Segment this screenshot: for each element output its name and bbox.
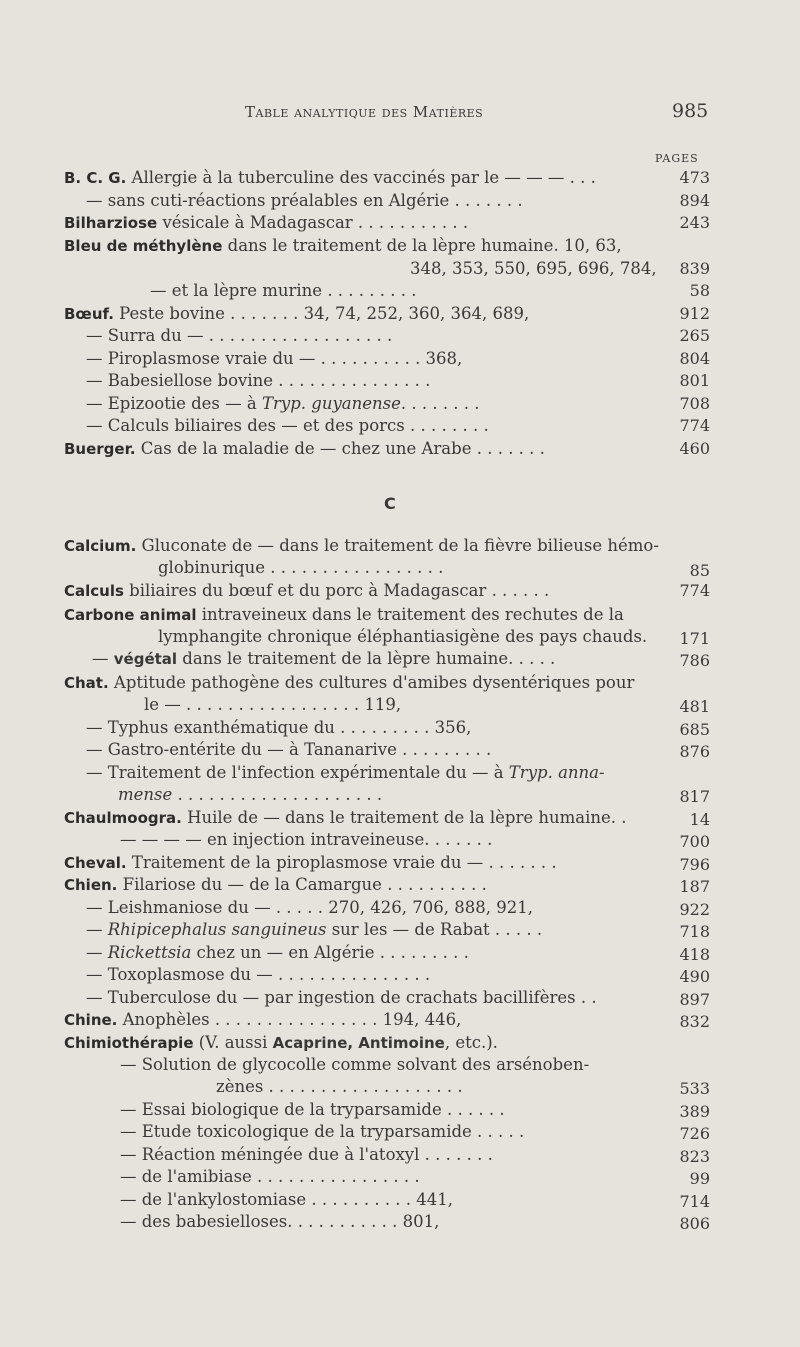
entry-text: Aptitude pathogène des cultures d'amibes dysentériques pour: [108, 673, 635, 692]
entry-page: 804: [679, 349, 710, 368]
index-entry: [86, 393, 480, 415]
index-entry: [158, 626, 647, 648]
entry-text: vésicale à Madagascar . . . . . . . . . . .: [157, 213, 469, 232]
entry-text: — des babesielloses. . . . . . . . . . . 801,: [120, 1212, 440, 1231]
entry-keyword: Bilharziose: [64, 214, 158, 232]
entry-text: — de l'ankylostomiase . . . . . . . . . . 441,: [120, 1190, 454, 1209]
index-entry: [86, 348, 462, 370]
entry-page: 171: [679, 629, 710, 648]
entry-text: — Calculs biliaires des — et des porcs . . . . . . . .: [86, 416, 489, 435]
index-entry: [120, 1211, 439, 1233]
index-entry: [120, 1099, 505, 1121]
index-entry: [64, 535, 659, 557]
index-entry: [64, 303, 529, 325]
index-entry: [92, 648, 555, 670]
entry-page: 823: [679, 1147, 710, 1166]
index-entry: [410, 258, 657, 280]
entry-keyword: Chaulmoogra.: [64, 809, 182, 827]
entry-italic-text: Tryp. anna-: [508, 763, 605, 782]
entry-page: 481: [679, 697, 710, 716]
entry-italic-text: Rickettsia: [107, 943, 192, 962]
entry-text: intraveineux dans le traitement des rechutes de la: [196, 605, 624, 624]
index-entry: [86, 739, 491, 761]
entry-text: — Surra du — . . . . . . . . . . . . . . . . . .: [86, 326, 393, 345]
entry-text: — sans cuti-réactions préalables en Algérie . . . . . . .: [86, 191, 523, 210]
entry-text: Filariose du — de la Camargue . . . . . . . . . .: [117, 875, 487, 894]
entry-text: — Leishmaniose du — . . . . . 270, 426, 706, 888, 921,: [86, 898, 533, 917]
entry-page: 912: [679, 304, 710, 323]
index-entry: [216, 1076, 463, 1098]
entry-page: 922: [679, 900, 710, 919]
entry-keyword: Bœuf.: [64, 305, 114, 323]
entry-keyword: Buerger.: [64, 440, 136, 458]
entry-text: dans le traitement de la lèpre humaine. . . . .: [177, 649, 556, 668]
entry-text: (V. aussi: [193, 1033, 273, 1052]
index-entry: [86, 325, 392, 347]
entry-page: 58: [689, 281, 710, 300]
entry-text: 348, 353, 550, 695, 696, 784,: [410, 259, 657, 278]
running-header-title: Table analytique des Matières: [245, 103, 484, 121]
entry-page: 801: [679, 371, 710, 390]
entry-text: dans le traitement de la lèpre humaine. 10, 63,: [222, 236, 622, 255]
entry-page: 796: [679, 855, 710, 874]
index-entry: [64, 807, 627, 829]
entry-keyword: B. C. G.: [64, 169, 127, 187]
entry-page: 774: [679, 416, 710, 435]
entry-page: 817: [679, 787, 710, 806]
entry-page: 490: [679, 967, 710, 986]
entry-text: Gluconate de — dans le traitement de la fièvre bilieuse hémo-: [136, 536, 659, 555]
entry-text: — Réaction méningée due à l'atoxyl . . . . . . .: [120, 1145, 493, 1164]
index-entry: [86, 190, 523, 212]
section-letter: C: [384, 494, 396, 513]
index-entry: [64, 1032, 498, 1054]
index-entry: [86, 964, 430, 986]
entry-text: —: [86, 943, 108, 962]
entry-page: 243: [679, 213, 710, 232]
entry-page: 418: [679, 945, 710, 964]
index-entry: [64, 167, 596, 189]
entry-text: — — — — en injection intraveineuse. . . . . . .: [120, 830, 493, 849]
entry-text: — Etude toxicologique de la tryparsamide . . . . .: [120, 1122, 525, 1141]
entry-page: 786: [679, 651, 710, 670]
index-entry: [86, 897, 533, 919]
entry-text: biliaires du bœuf et du porc à Madagascar . . . . . .: [123, 581, 550, 600]
index-entry: [158, 557, 443, 579]
entry-text: —: [86, 920, 108, 939]
entry-text: — de l'amibiase . . . . . . . . . . . . . . . .: [120, 1167, 420, 1186]
entry-keyword: Chat.: [64, 674, 109, 692]
entry-italic-text: Tryp. guyanense: [261, 394, 401, 413]
entry-text: — Traitement de l'infection expérimentale du — à: [86, 763, 509, 782]
index-entry: [86, 919, 542, 941]
entry-keyword: Cheval.: [64, 854, 127, 872]
index-entry: [64, 874, 487, 896]
entry-page: 894: [679, 191, 710, 210]
entry-text: — Tuberculose du — par ingestion de crachats bacillifères . .: [86, 988, 597, 1007]
index-entry: [86, 942, 469, 964]
index-entry: [150, 280, 416, 302]
index-entry: [64, 438, 545, 460]
entry-text: chez un — en Algérie . . . . . . . . .: [191, 943, 469, 962]
entry-page: 876: [679, 742, 710, 761]
entry-text: Traitement de la piroplasmose vraie du — . . . . . . .: [126, 853, 557, 872]
index-entry: [86, 370, 430, 392]
entry-keyword: Chimiothérapie: [64, 1034, 194, 1052]
entry-text: Allergie à la tuberculine des vaccinés par le — — — . . .: [126, 168, 596, 187]
entry-text: . . . . . . . .: [400, 394, 480, 413]
entry-text: le — . . . . . . . . . . . . . . . . . 119,: [144, 695, 402, 714]
entry-italic-text: mense: [118, 785, 173, 804]
entry-text: sur les — de Rabat . . . . .: [326, 920, 543, 939]
entry-page: 839: [679, 259, 710, 278]
entry-keyword: Chine.: [64, 1011, 118, 1029]
entry-page: 685: [679, 720, 710, 739]
index-entry: [64, 604, 624, 626]
entry-text: — Gastro-entérite du — à Tananarive . . . . . . . . .: [86, 740, 492, 759]
index-entry: [120, 1121, 524, 1143]
entry-page: 700: [679, 832, 710, 851]
entry-text: . . . . . . . . . . . . . . . . . . . .: [172, 785, 383, 804]
entry-page: 187: [679, 877, 710, 896]
index-entry: [120, 1054, 589, 1076]
entry-keyword: Carbone animal: [64, 606, 197, 624]
entry-text: — Babesiellose bovine . . . . . . . . . . . . . . .: [86, 371, 431, 390]
entry-page: 99: [689, 1169, 710, 1188]
entry-page: 14: [689, 810, 710, 829]
page-number: 985: [672, 100, 709, 122]
index-entry: [120, 829, 492, 851]
index-entry: [64, 212, 468, 234]
index-entry: [64, 580, 549, 602]
index-entry: [64, 672, 634, 694]
entry-keyword: Chien.: [64, 876, 118, 894]
entry-text: — Piroplasmose vraie du — . . . . . . . . . . 368,: [86, 349, 463, 368]
entry-text: Cas de la maladie de — chez une Arabe . . . . . . .: [135, 439, 545, 458]
index-entry: [144, 694, 401, 716]
entry-text: — Epizootie des — à: [86, 394, 262, 413]
entry-italic-text: Rhipicephalus sanguineus: [107, 920, 327, 939]
entry-keyword: Calcium.: [64, 537, 137, 555]
entry-text: — Typhus exanthématique du . . . . . . . . . 356,: [86, 718, 472, 737]
entry-page: 708: [679, 394, 710, 413]
entry-text: —: [92, 649, 114, 668]
entry-page: 265: [679, 326, 710, 345]
pages-column-label: PAGES: [655, 152, 699, 165]
index-entry: [86, 762, 605, 784]
entry-bold-text: Acaprine, Antimoine: [272, 1034, 445, 1052]
entry-text: — et la lèpre murine . . . . . . . . .: [150, 281, 417, 300]
entry-keyword: Calculs: [64, 582, 124, 600]
index-entry: [64, 235, 622, 257]
entry-page: 714: [679, 1192, 710, 1211]
entry-keyword: Bleu de méthylène: [64, 237, 223, 255]
index-entry: [120, 1144, 493, 1166]
entry-text: globinurique . . . . . . . . . . . . . . . . .: [158, 558, 444, 577]
entry-page: 389: [679, 1102, 710, 1121]
entry-text: — Solution de glycocolle comme solvant des arsénoben-: [120, 1055, 590, 1074]
entry-page: 473: [679, 168, 710, 187]
index-entry: [86, 717, 471, 739]
index-entry: [118, 784, 382, 806]
index-entry: [86, 415, 489, 437]
entry-bold-text: végétal: [113, 650, 178, 668]
entry-text: Huile de — dans le traitement de la lèpre humaine. .: [181, 808, 627, 827]
entry-page: 774: [679, 581, 710, 600]
entry-text: zènes . . . . . . . . . . . . . . . . . . .: [216, 1077, 463, 1096]
entry-page: 533: [679, 1079, 710, 1098]
index-entry: [120, 1166, 420, 1188]
index-entry: [64, 852, 557, 874]
entry-page: 832: [679, 1012, 710, 1031]
entry-text: — Essai biologique de la tryparsamide . . . . . .: [120, 1100, 505, 1119]
entry-page: 897: [679, 990, 710, 1009]
entry-text: — Toxoplasmose du — . . . . . . . . . . . . . . .: [86, 965, 431, 984]
entry-page: 460: [679, 439, 710, 458]
index-entry: [64, 1009, 461, 1031]
entry-text: Peste bovine . . . . . . . 34, 74, 252, 360, 364, 689,: [113, 304, 530, 323]
entry-page: 806: [679, 1214, 710, 1233]
index-entry: [120, 1189, 453, 1211]
entry-page: 726: [679, 1124, 710, 1143]
entry-text: , etc.).: [444, 1033, 498, 1052]
entry-text: Anophèles . . . . . . . . . . . . . . . . 194, 446,: [117, 1010, 462, 1029]
entry-page: 85: [689, 561, 710, 580]
index-entry: [86, 987, 597, 1009]
entry-page: 718: [679, 922, 710, 941]
entry-text: lymphangite chronique éléphantiasigène des pays chauds.: [158, 627, 648, 646]
